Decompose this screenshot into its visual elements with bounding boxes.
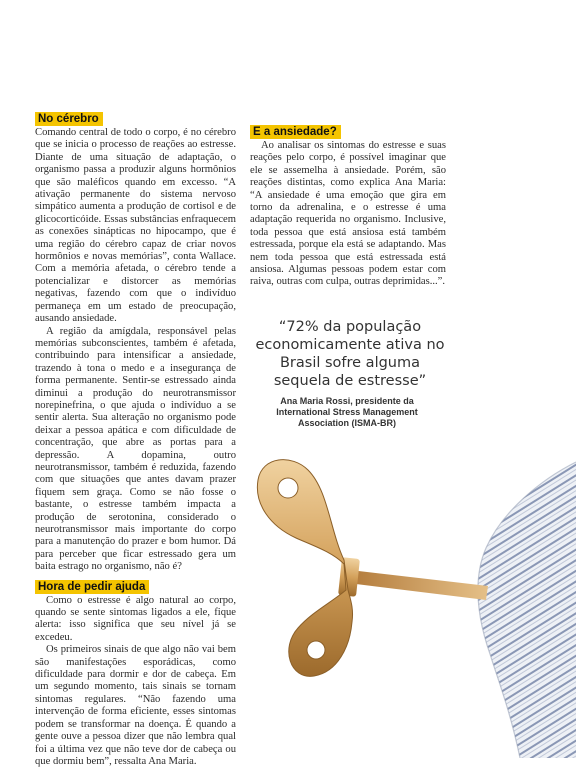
paragraph-cerebro-1: Comando central de todo o corpo, é no cérebro que se inicia o processo de reações ao estresse. Diante de uma situação de adaptação, o organismo passa a produzir alguns hormônios que são maléficos quando em excesso. “A ativação permanente do sistema nervoso simpático aumenta a produção de cortisol e de glicocorticóide. Essas substâncias enfraquecem as conexões sinápticas no hipocampo, que é uma região do cérebro capaz de criar novos hormônios e novas memórias”, conta Wallace. Com a memória afetada, o cérebro tende a potencializar e distorcer as memórias negativas, fazendo com que o indivíduo permaneça em um estado de preocupação, ausando ansiedade. [35, 127, 236, 325]
section-heading-cerebro: No cérebro [35, 112, 103, 126]
paragraph-ajuda-2: Os primeiros sinais de que algo não vai bem são manifestações esporádicas, como dificuldade para dormir e dor de cabeça. Em um segundo momento, tais sinais se tornam sintomas regulares. “Não fazendo uma intervenção de forma eficiente, esses sintomas podem se transformar na doença. É quando a gente ouve a pessoa dizer que não lembra qual foi a última vez que não teve dor de cabeça ou que dormiu bem”, ressalta Ana Maria. [35, 644, 236, 767]
wind-up-key-illustration [240, 440, 576, 758]
article-column-left [35, 112, 236, 768]
pull-quote-attribution: Ana Maria Rossi, presidente da International Stress Management Association (ISMA-BR) [276, 396, 418, 428]
paragraph-cerebro-2: A região da amígdala, responsável pelas memórias subconscientes, também é afetada, contribuindo para intensificar a ansiedade, trazendo à tona o medo e a insegurança de forma permanente. Sentir-se estressado ainda diminui a produção do neurotransmissor norepinefrina, o que ajuda o indivíduo a se sentir alerta. Sua alteração no organismo pode deixar a pessoa apática e com dificuldade de concentração, que abre as portas para a depressão. A dopamina, outro neurotransmissor, também é reduzida, fazendo com que situações que antes davam prazer fiquem sem graça. Como se não fosse o bastante, o estresse também impacta a produção de serotonina, considerado o neurotransmissor mais importante do corpo para a manutenção do prazer e bom humor. Dá para perceber que ficar estressado gera um baita estrago no organismo, não é? [35, 325, 236, 573]
pull-quote: “72% da população economicamente ativa no Brasil sofre alguma sequela de estresse” [255, 319, 445, 389]
paragraph-ansiedade-1: Ao analisar os sintomas do estresse e suas reações pelo corpo, é possível imaginar que ele se assemelha à ansiedade. Porém, são reações distintas, como explica Ana Maria: “A ansiedade é uma emoção que gira em torno da adrenalina, e o estresse é uma adaptação requerida no organismo. Inclusive, toda pessoa que está ansiosa está também estressada, porque ela está se adaptando. Mas nem toda pessoa que está estressada está ansiosa. Algumas pessoas podem estar com raiva, outras com culpa, outras deprimidas...”. [250, 140, 446, 288]
section-heading-ajuda: Hora de pedir ajuda [35, 580, 149, 594]
wind-up-key-icon [257, 460, 488, 677]
section-heading-ansiedade: E a ansiedade? [250, 125, 341, 139]
article-column-right [250, 125, 446, 289]
striped-shirt-torso [478, 462, 576, 758]
paragraph-ajuda-1: Como o estresse é algo natural ao corpo, quando se sente sintomas ligados a ele, fique alerta: isso significa que seu nível já se excedeu. [35, 594, 236, 643]
